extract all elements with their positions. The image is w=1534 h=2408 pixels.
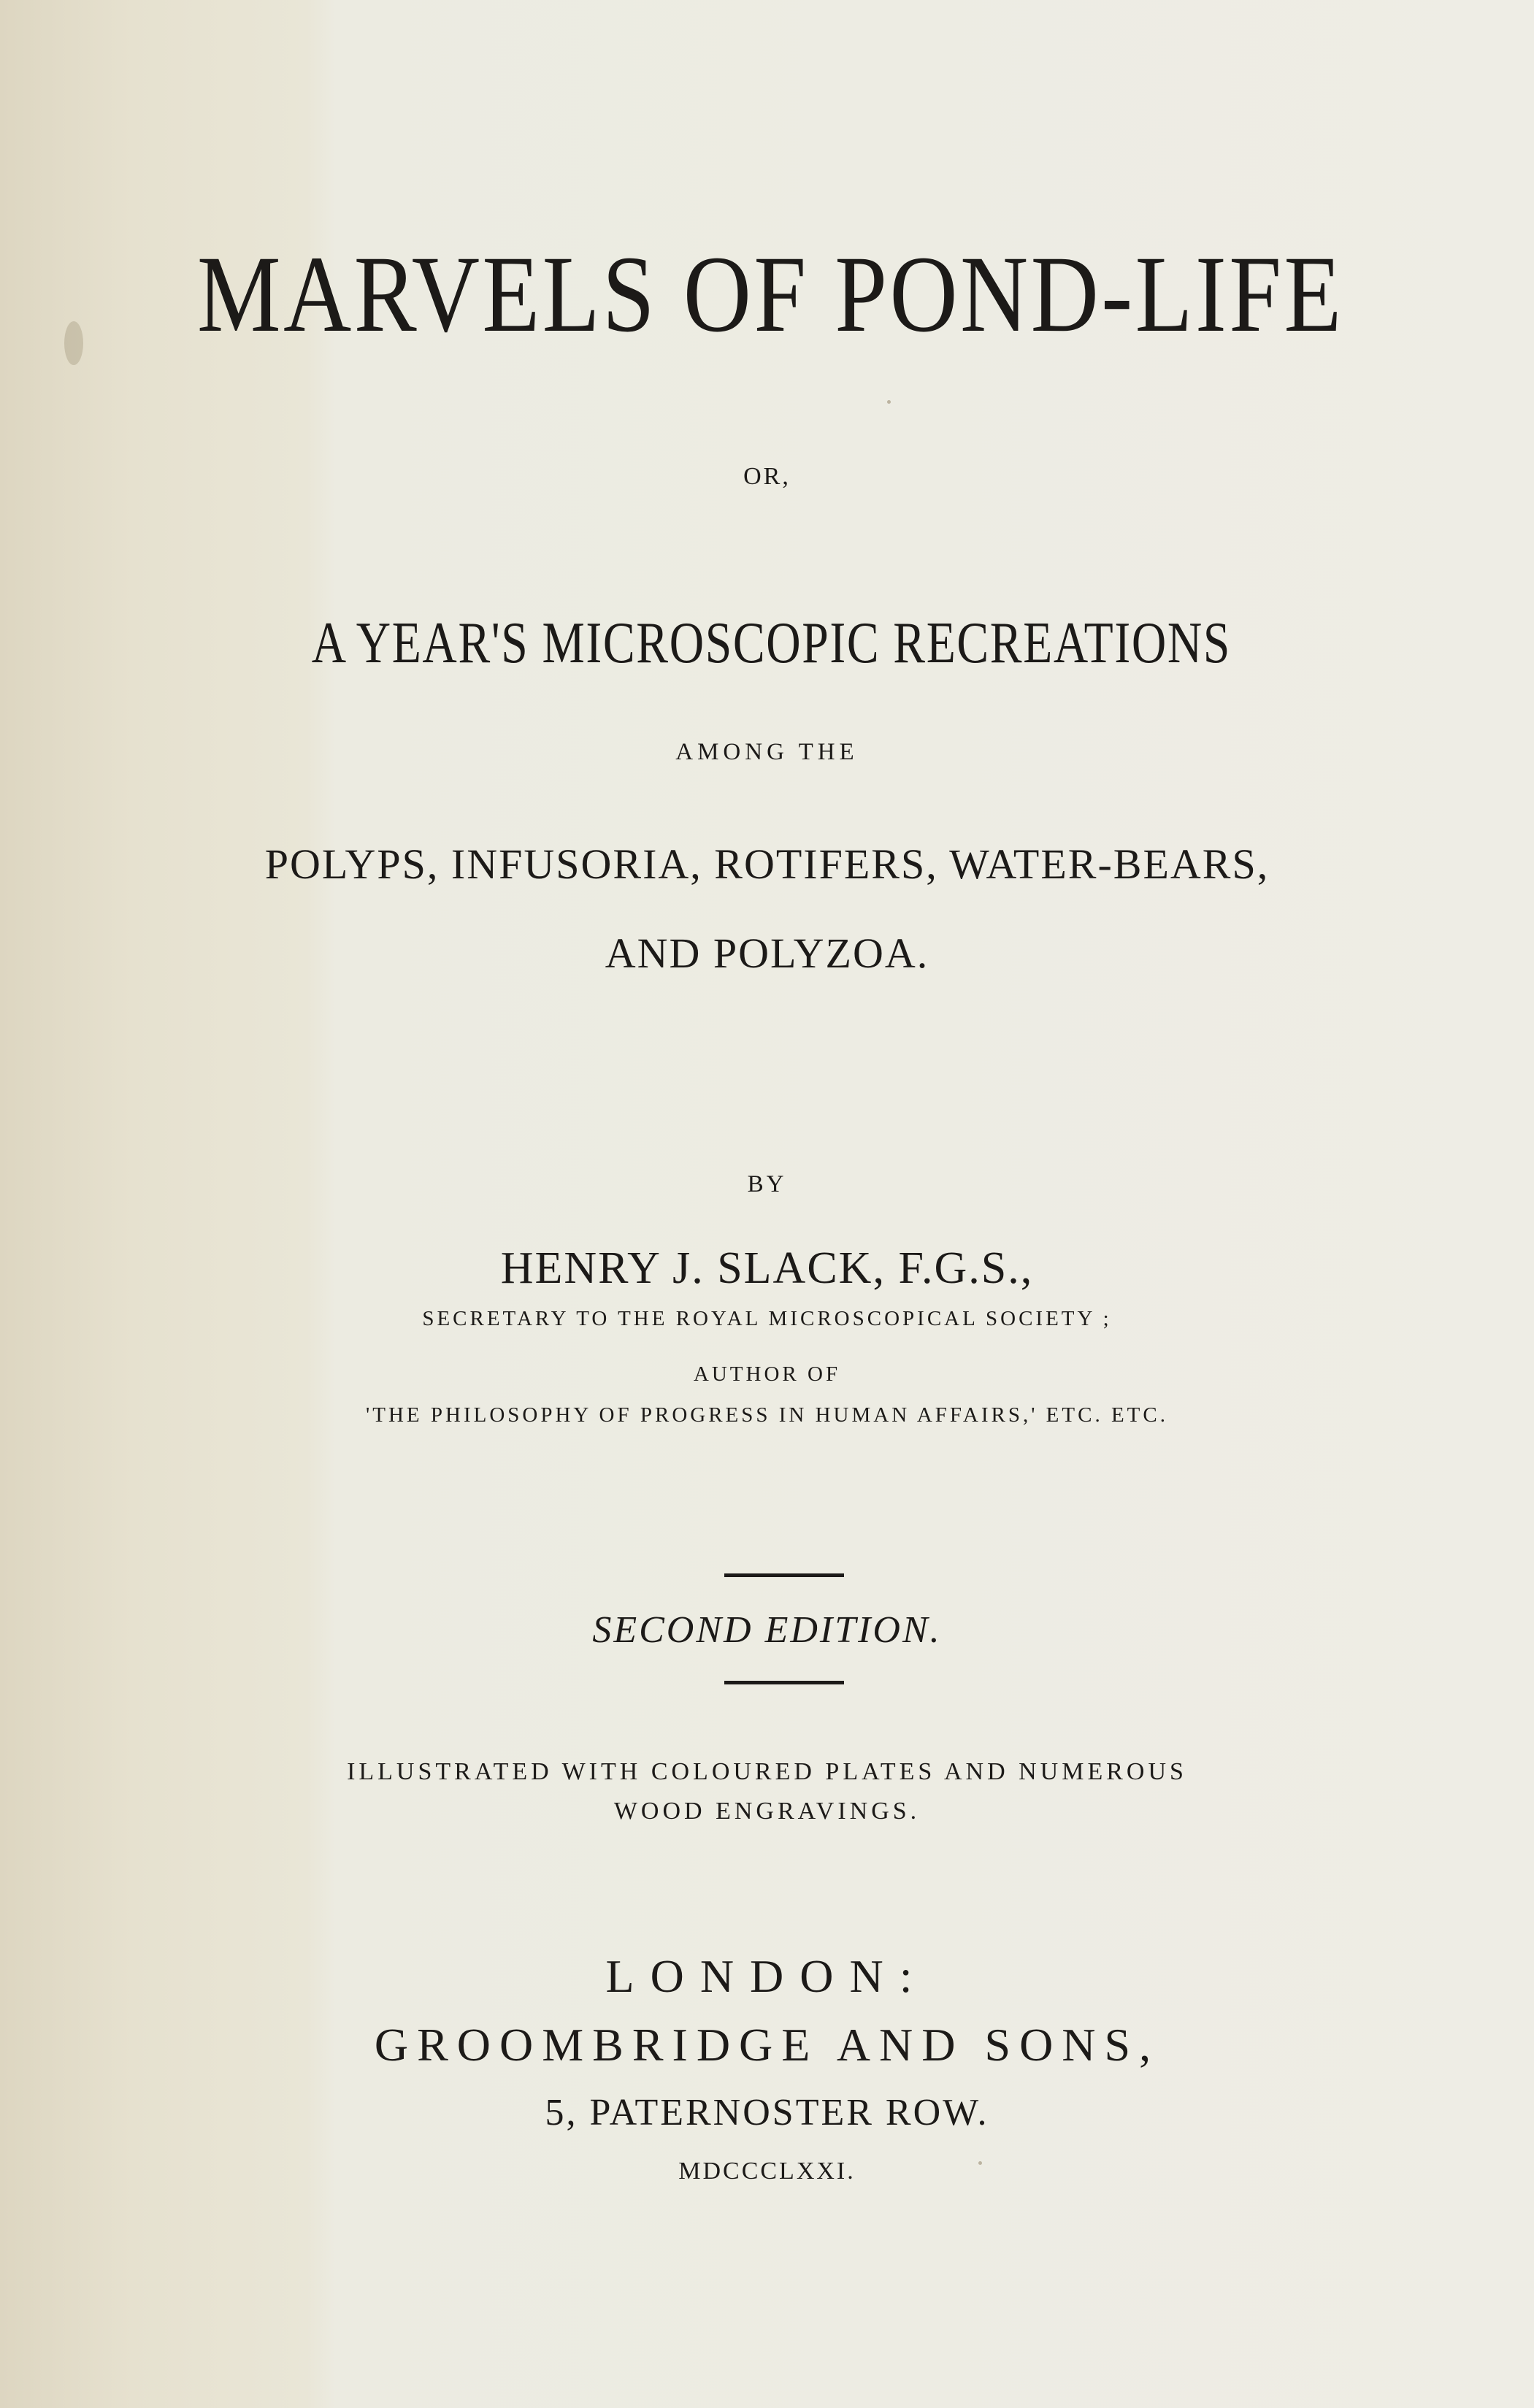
subtitle-connector: AMONG THE (675, 739, 859, 765)
author-role: SECRETARY TO THE ROYAL MICROSCOPICAL SOCIETY ; (422, 1307, 1112, 1330)
illustrations-note-line-1: ILLUSTRATED WITH COLOURED PLATES AND NUMEROUS (347, 1758, 1187, 1785)
author-other-work: 'THE PHILOSOPHY OF PROGRESS IN HUMAN AFFAIRS,' ETC. ETC. (366, 1403, 1168, 1427)
subject-list-line-1: POLYPS, INFUSORIA, ROTIFERS, WATER-BEARS, (264, 840, 1270, 888)
title-conjunction: OR, (743, 463, 791, 490)
subject-list-line-2: AND POLYZOA. (605, 929, 929, 977)
author-of-label: AUTHOR OF (693, 1362, 841, 1386)
paper-blemish (887, 400, 891, 404)
edition-rule-bottom (724, 1681, 844, 1684)
book-subtitle: A YEAR'S MICROSCOPIC RECREATIONS (311, 611, 1231, 675)
imprint-city: LONDON: (605, 1950, 929, 2002)
book-title: MARVELS OF POND-LIFE (196, 234, 1344, 355)
illustrations-note-line-2: WOOD ENGRAVINGS. (613, 1798, 921, 1825)
imprint-address: 5, PATERNOSTER ROW. (545, 2092, 989, 2133)
author-name: HENRY J. SLACK, F.G.S., (500, 1243, 1034, 1293)
imprint-publisher: GROOMBRIDGE AND SONS, (374, 2019, 1160, 2071)
paper-blemish (64, 321, 83, 365)
imprint-year: MDCCCLXXI. (678, 2158, 856, 2185)
edition-rule-top (724, 1573, 844, 1577)
by-line: BY (747, 1171, 787, 1197)
edition-label: SECOND EDITION. (592, 1609, 942, 1651)
